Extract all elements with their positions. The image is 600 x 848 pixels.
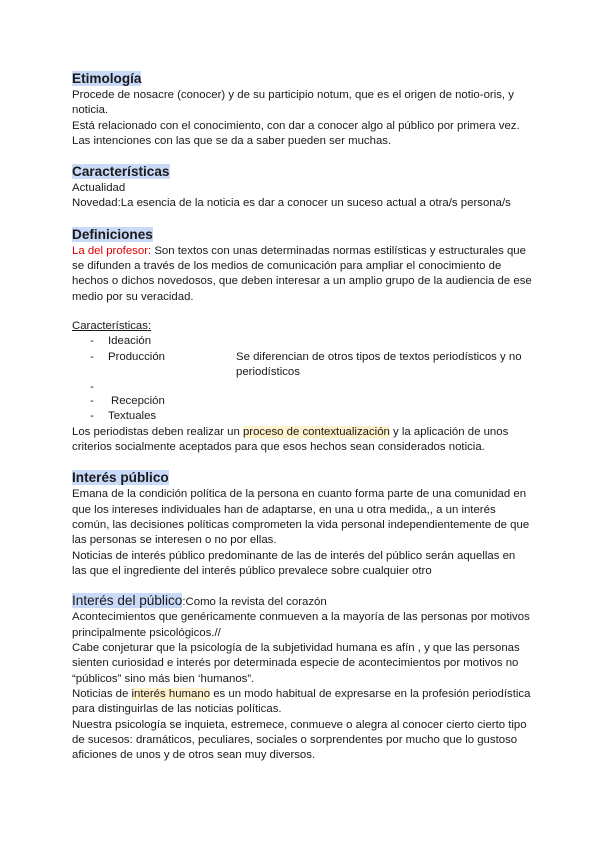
characteristics-subheading: Características: xyxy=(72,319,152,332)
interes-del-publico-paragraph-1: Acontecimientos que genéricamente conmueven a la mayoría de las personas por motivos principalmente psicológicos.// xyxy=(72,611,530,639)
heading-text: Interés del público xyxy=(72,593,183,609)
heading-text: Definiciones xyxy=(72,226,153,242)
characteristics-list xyxy=(72,334,532,424)
etimologia-line-3: Las intenciones con las que se da a saber pueden ser muchas. xyxy=(72,134,392,147)
text-run: y la aplicación de unos criterios socialmente aceptados para que esos hechos sean considerados noticia. xyxy=(72,425,509,454)
list-item xyxy=(72,394,532,409)
professor-definition: Son textos con unas determinadas normas estilísticas y estructurales que se difunden a través de los medios de comunicación para ampliar el conocimiento de hechos o dichos novedosos, que deben interesar a un amplio grupo de la audiencia de ese medio por su veracidad. xyxy=(72,244,532,303)
text-run: Noticias de xyxy=(72,687,132,700)
text-run: Los periodistas deben realizar un xyxy=(72,425,243,438)
caracteristicas-line-2: Novedad:La esencia de la noticia es dar a conocer un suceso actual a otra/s persona/s xyxy=(72,197,511,210)
section-heading-interes-del-publico xyxy=(72,593,532,610)
professor-label: La del profesor: xyxy=(72,244,152,257)
list-spacer xyxy=(72,380,532,394)
heading-text: Etimología xyxy=(72,71,142,86)
definition-paragraph xyxy=(72,244,532,305)
section-heading-definiciones xyxy=(72,226,532,244)
list-item xyxy=(72,409,532,424)
production-note: Se diferencian de otros tipos de textos periodísticos y no periodísticos xyxy=(236,350,522,378)
list-item-label: Textuales xyxy=(108,410,157,423)
document-page xyxy=(72,70,532,763)
interes-publico-paragraph-1: Emana de la condición política de la persona en cuanto forma parte de una comunidad en que los intereses individuales han de adaptarse, en una u otra medida,, a un interés común, las decisiones políticas comprometen la vida personal independientemente de que las personas se interesen o no por ellas. xyxy=(72,488,530,547)
section-heading-interes-publico xyxy=(72,469,532,487)
list-item xyxy=(72,350,532,381)
etimologia-line-1: Procede de nosacre (conocer) y de su participio notum, que es el origen de notio-oris, y noticia. xyxy=(72,89,514,117)
text-run: es un modo habitual de expresarse en la profesión periodística para distinguirlas de las noticias políticas. xyxy=(72,687,531,716)
caracteristicas-line-1: Actualidad xyxy=(72,182,126,195)
highlighted-term: proceso de contextualización xyxy=(242,425,390,438)
interes-publico-paragraph-2: Noticias de interés público predominante de las de interés del público serán aquellas en las que el ingrediente del interés público prevalece sobre cualquier otro xyxy=(72,549,516,577)
list-item-label: Recepción xyxy=(111,395,165,408)
interes-del-publico-paragraph-3 xyxy=(72,687,532,718)
etimologia-line-2: Está relacionado con el conocimiento, con dar a conocer algo al público por primera vez. xyxy=(72,119,520,132)
list-item xyxy=(72,334,532,349)
section-heading-etimologia xyxy=(72,70,532,88)
section-heading-caracteristicas xyxy=(72,163,532,181)
heading-text: Características xyxy=(72,164,170,180)
heading-text: Interés público xyxy=(72,470,169,486)
highlighted-term: interés humano xyxy=(131,687,211,700)
heading-suffix: :Como la revista del corazón xyxy=(182,596,327,609)
interes-del-publico-paragraph-4: Nuestra psicología se inquieta, estremece, conmueve o alegra al conocer cierto cierto tipo de sucesos: dramáticos, peculiares, sociales o sorprendentes por mucho que lo gustoso aficiones de unos y de otros sean muy diversos. xyxy=(72,718,527,762)
list-item-label: - Producción xyxy=(108,350,165,363)
contextualization-paragraph xyxy=(72,425,532,456)
list-item-label: Ideación xyxy=(108,335,152,348)
interes-del-publico-paragraph-2: Cabe conjeturar que la psicología de la subjetividad humana es afín , y que las personas sienten curiosidad e interés por determinada especie de acontecimientos por motivos no “públicos” sino más bien ‘humanos”. xyxy=(72,642,520,685)
